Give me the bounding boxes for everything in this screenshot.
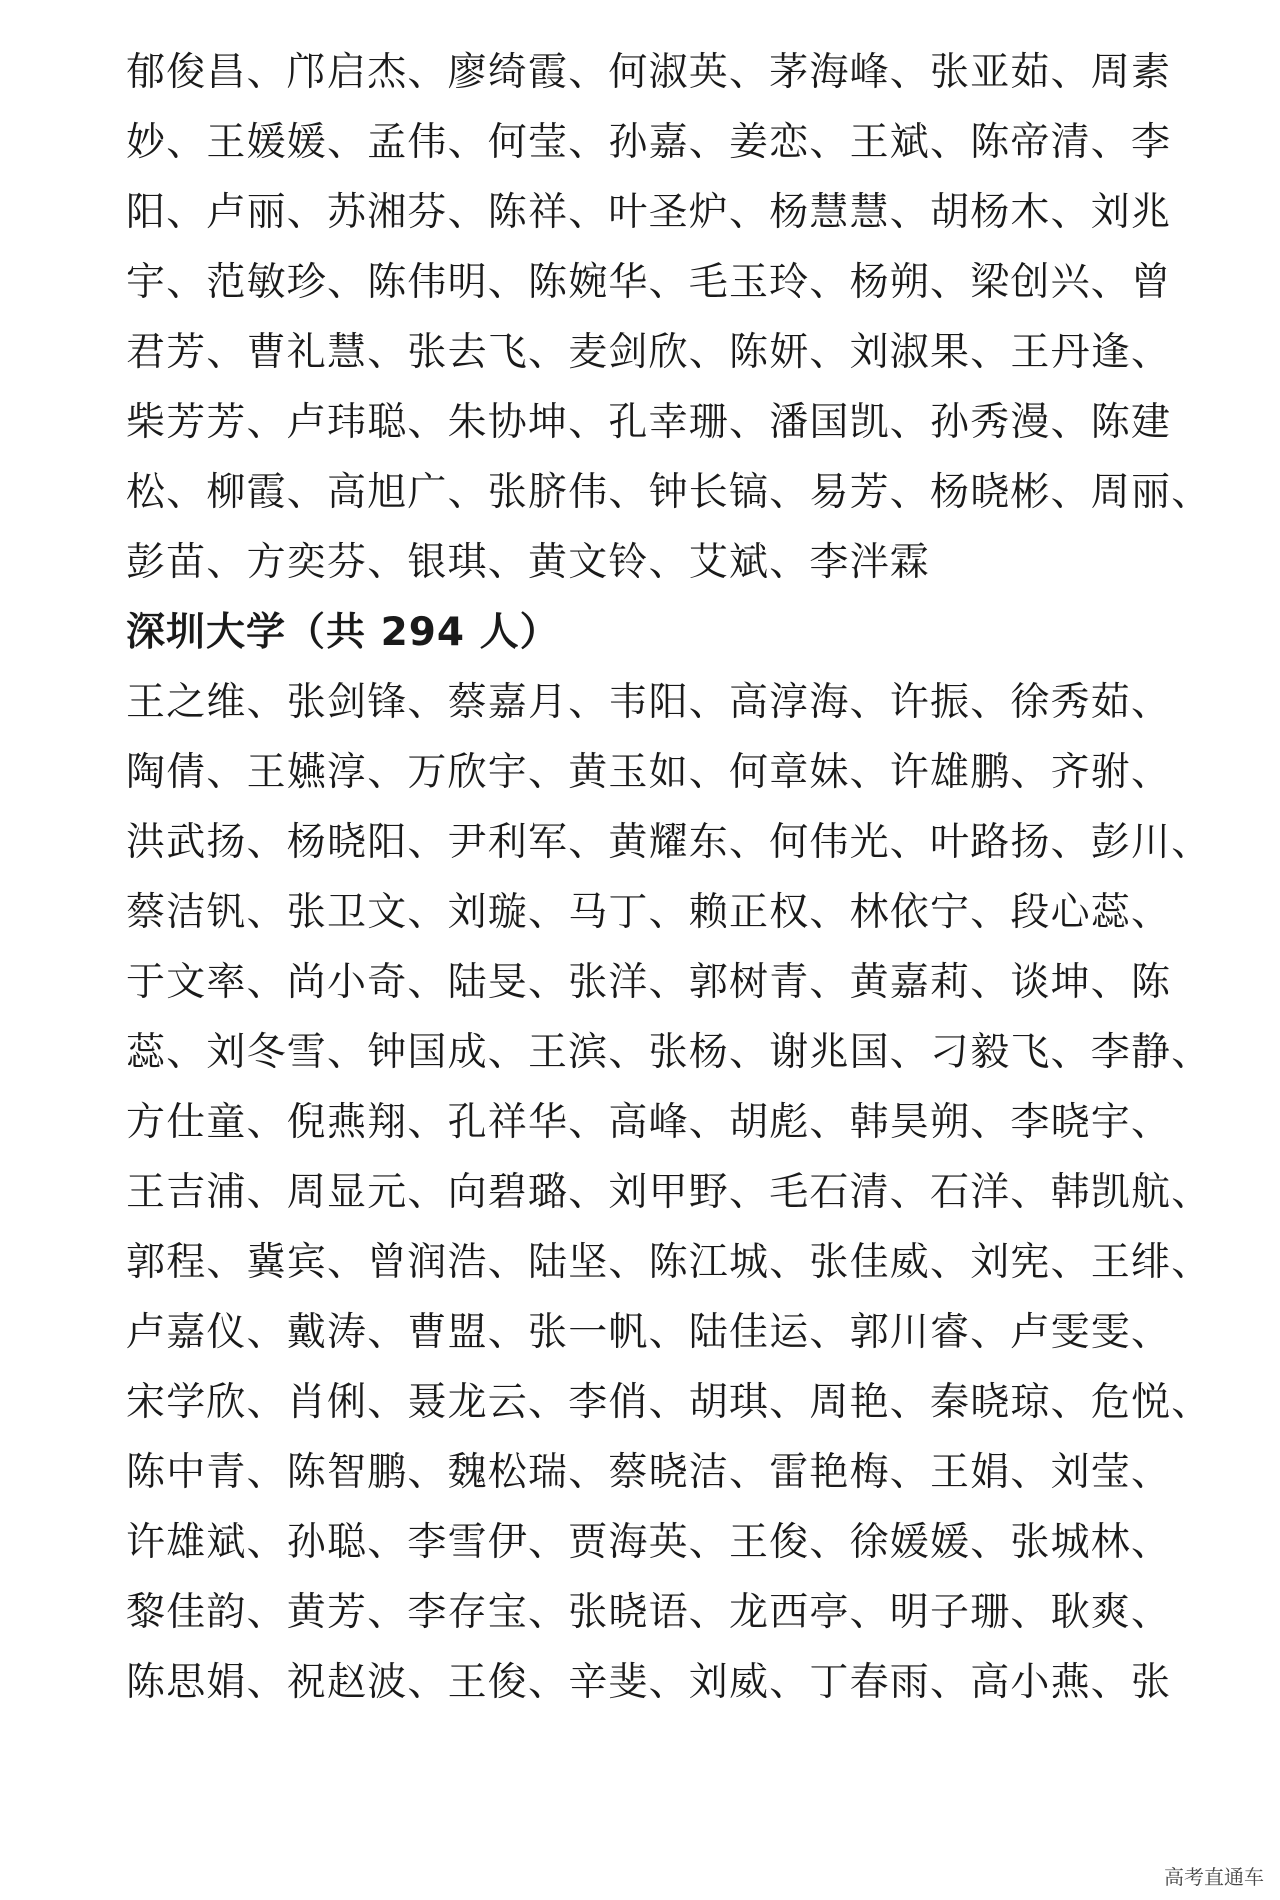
name-list-line: 方仕童、倪燕翔、孔祥华、高峰、胡彪、韩昊朔、李晓宇、 — [126, 1100, 1172, 1145]
name-list-line: 阳、卢丽、苏湘芬、陈祥、叶圣炉、杨慧慧、胡杨木、刘兆 — [126, 190, 1172, 235]
name-list-line: 洪武扬、杨晓阳、尹利军、黄耀东、何伟光、叶路扬、彭川、 — [126, 820, 1212, 865]
name-list-line: 于文率、尚小奇、陆旻、张洋、郭树青、黄嘉莉、谈坤、陈 — [126, 960, 1172, 1005]
name-list-line: 君芳、曹礼慧、张去飞、麦剑欣、陈妍、刘淑果、王丹逢、 — [126, 330, 1172, 375]
document-content — [126, 38, 1212, 1718]
name-list-line: 郁俊昌、邝启杰、廖绮霞、何淑英、茅海峰、张亚茹、周素 — [126, 50, 1172, 95]
name-list-line: 王之维、张剑锋、蔡嘉月、韦阳、高淳海、许振、徐秀茹、 — [126, 680, 1172, 725]
name-list-line: 陈中青、陈智鹏、魏松瑞、蔡晓洁、雷艳梅、王娟、刘莹、 — [126, 1450, 1172, 1495]
name-list-line: 陶倩、王嬿淳、万欣宇、黄玉如、何章妹、许雄鹏、齐驸、 — [126, 750, 1172, 795]
name-list-line: 蕊、刘冬雪、钟国成、王滨、张杨、谢兆国、刁毅飞、李静、 — [126, 1030, 1212, 1075]
name-list-line: 王吉浦、周显元、向碧璐、刘甲野、毛石清、石洋、韩凯航、 — [126, 1170, 1212, 1215]
name-list-line: 郭程、冀宾、曾润浩、陆坚、陈江城、张佳威、刘宪、王绯、 — [126, 1240, 1212, 1285]
name-list-line: 妙、王媛媛、孟伟、何莹、孙嘉、姜恋、王斌、陈帝清、李 — [126, 120, 1172, 165]
name-list-line: 陈思娟、祝赵波、王俊、辛斐、刘威、丁春雨、高小燕、张 — [126, 1660, 1172, 1705]
section-heading: 深圳大学（共 294 人） — [126, 610, 560, 655]
name-list-line: 黎佳韵、黄芳、李存宝、张晓语、龙西亭、明子珊、耿爽、 — [126, 1590, 1172, 1635]
name-list-line: 宋学欣、肖俐、聂龙云、李俏、胡琪、周艳、秦晓琼、危悦、 — [126, 1380, 1212, 1425]
name-list-line: 许雄斌、孙聪、李雪伊、贾海英、王俊、徐媛媛、张城林、 — [126, 1520, 1172, 1565]
name-list-line: 彭苗、方奕芬、银琪、黄文铃、艾斌、李泮霖 — [126, 540, 931, 585]
name-list-line: 宇、范敏珍、陈伟明、陈婉华、毛玉玲、杨朔、梁创兴、曾 — [126, 260, 1172, 305]
name-list-line: 蔡洁钒、张卫文、刘璇、马丁、赖正权、林依宁、段心蕊、 — [126, 890, 1172, 935]
name-list-line: 柴芳芳、卢玮聪、朱协坤、孔幸珊、潘国凯、孙秀漫、陈建 — [126, 400, 1172, 445]
watermark-text: 高考直通车 — [1164, 1865, 1264, 1889]
name-list-line: 松、柳霞、高旭广、张脐伟、钟长镐、易芳、杨晓彬、周丽、 — [126, 470, 1212, 515]
name-list-line: 卢嘉仪、戴涛、曹盟、张一帆、陆佳运、郭川睿、卢雯雯、 — [126, 1310, 1172, 1355]
